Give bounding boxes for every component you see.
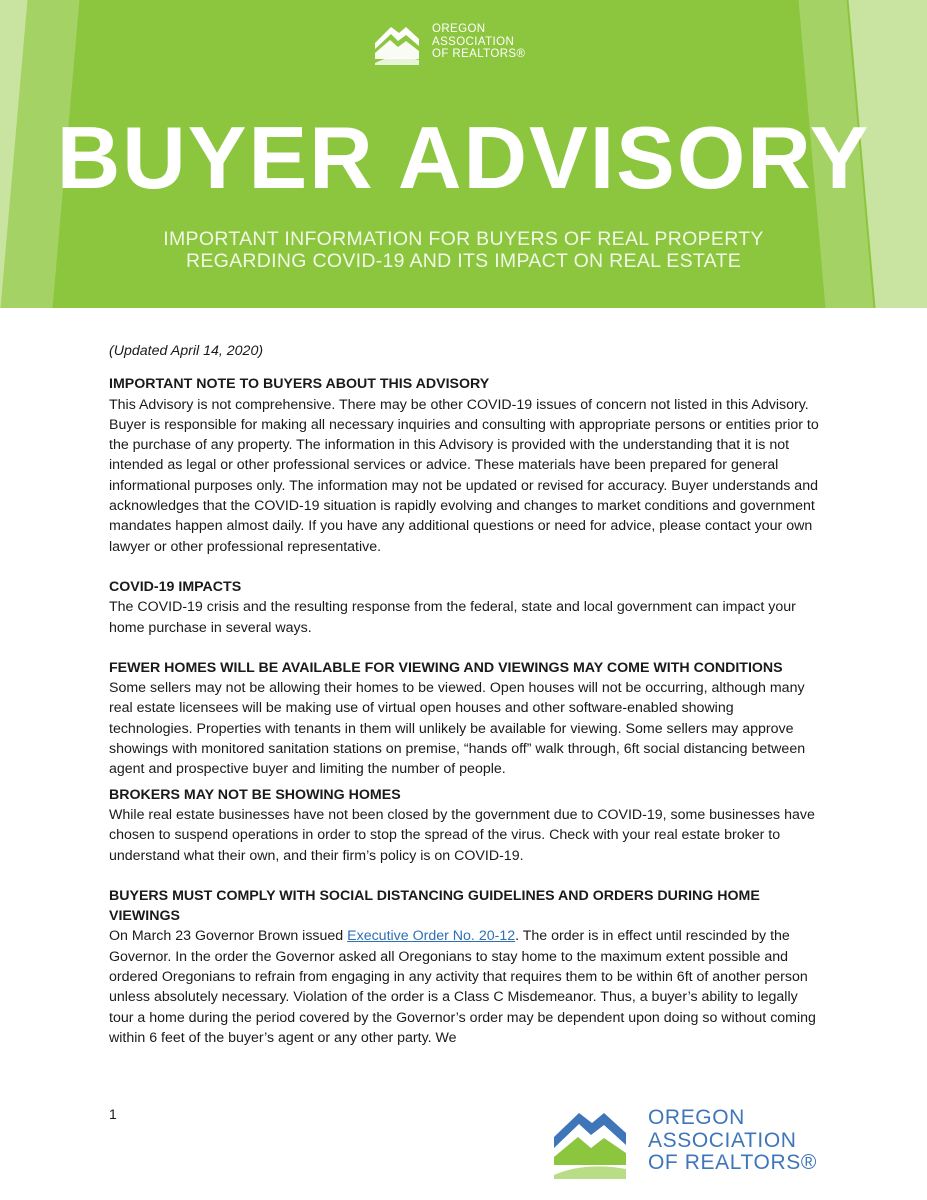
page-number: 1 [109, 1106, 117, 1122]
logo-line: ASSOCIATION [432, 35, 515, 48]
logo-line: OF REALTORS® [648, 1151, 817, 1175]
section-heading: FEWER HOMES WILL BE AVAILABLE FOR VIEWING AND VIEWINGS MAY COME WITH CONDITIONS [109, 659, 783, 676]
header-logo-text [432, 23, 525, 61]
section-body: Some sellers may not be allowing their homes to be viewed. Open houses will not be occurring, although many real estate licensees will be making use of virtual open houses and other software-enabled showing technologies. Properties with tenants in them will unlikely be available for viewing. Some sellers may approve showings with monitored sanitation stations on premise, “hands off” walk through, 6ft social distancing between agent and prospective buyer and limiting the number of people. [109, 680, 806, 778]
logo-line: OREGON [648, 1106, 745, 1130]
footer-logo-text [648, 1107, 817, 1175]
document-body [109, 341, 821, 1048]
subtitle-line: IMPORTANT INFORMATION FOR BUYERS OF REAL PROPERTY [163, 228, 764, 250]
updated-date: (Updated April 14, 2020) [109, 343, 264, 359]
page-subtitle [0, 228, 927, 272]
section-heading: IMPORTANT NOTE TO BUYERS ABOUT THIS ADVISORY [109, 376, 490, 393]
body-text: On March 23 Governor Brown issued [109, 928, 348, 945]
house-mountain-logo-icon [372, 19, 422, 65]
section-body: This Advisory is not comprehensive. There may be other COVID-19 issues of concern not listed in this Advisory. Buyer is responsible for making all necessary inquiries and consulting with appropriate persons or entities prior to the purchase of any property. The information in this Advisory is provided with the understanding that it is not intended as legal or other professional services or advice. These materials have been prepared for general informational purposes only. The information may not be updated or revised for accuracy. Buyer understands and acknowledges that the COVID-19 situation is rapidly evolving and changes to market conditions and government mandates happen almost daily. If you have any additional questions or need for advice, please contact your own lawyer or other professional representative. [109, 396, 819, 555]
header-banner [0, 0, 927, 308]
section-heading: BUYERS MUST COMPLY WITH SOCIAL DISTANCING GUIDELINES AND ORDERS DURING HOME VIEWINGS [109, 887, 760, 925]
body-text: . The order is in effect until rescinded by the Governor. In the order the Governor asked all Oregonians to stay home to the maximum extent possible and ordered Oregonians to refrain from engaging in any activity that requires them to be within 6ft of another person unless absolutely necessary. Violation of the order is a Class C Misdemeanor. Thus, a buyer’s ability to legally tour a home during the period covered by the Governor’s order may be dependent upon doing so without coming within 6 feet of the buyer’s agent or any other party. We [109, 928, 816, 1046]
section-body [109, 926, 821, 1048]
section-heading: COVID-19 IMPACTS [109, 578, 242, 595]
logo-line: OREGON [432, 23, 486, 36]
house-mountain-logo-icon [552, 1103, 628, 1179]
section-body: The COVID-19 crisis and the resulting response from the federal, state and local government can impact your home purchase in several ways. [109, 599, 796, 636]
section-body: While real estate businesses have not been closed by the government due to COVID-19, some businesses have chosen to suspend operations in order to stop the spread of the virus. Check with your real estate broker to understand what their own, and their firm’s policy is on COVID-19. [109, 806, 815, 864]
executive-order-link[interactable]: Executive Order No. 20-12 [347, 928, 516, 945]
footer-logo [552, 1103, 817, 1179]
header-logo [372, 16, 525, 68]
logo-line: ASSOCIATION [648, 1128, 797, 1152]
section-heading: BROKERS MAY NOT BE SHOWING HOMES [109, 786, 401, 803]
page-title: BUYER ADVISORY [56, 108, 871, 207]
logo-line: OF REALTORS® [432, 48, 526, 61]
subtitle-line: REGARDING COVID-19 AND ITS IMPACT ON REAL ESTATE [185, 250, 742, 272]
